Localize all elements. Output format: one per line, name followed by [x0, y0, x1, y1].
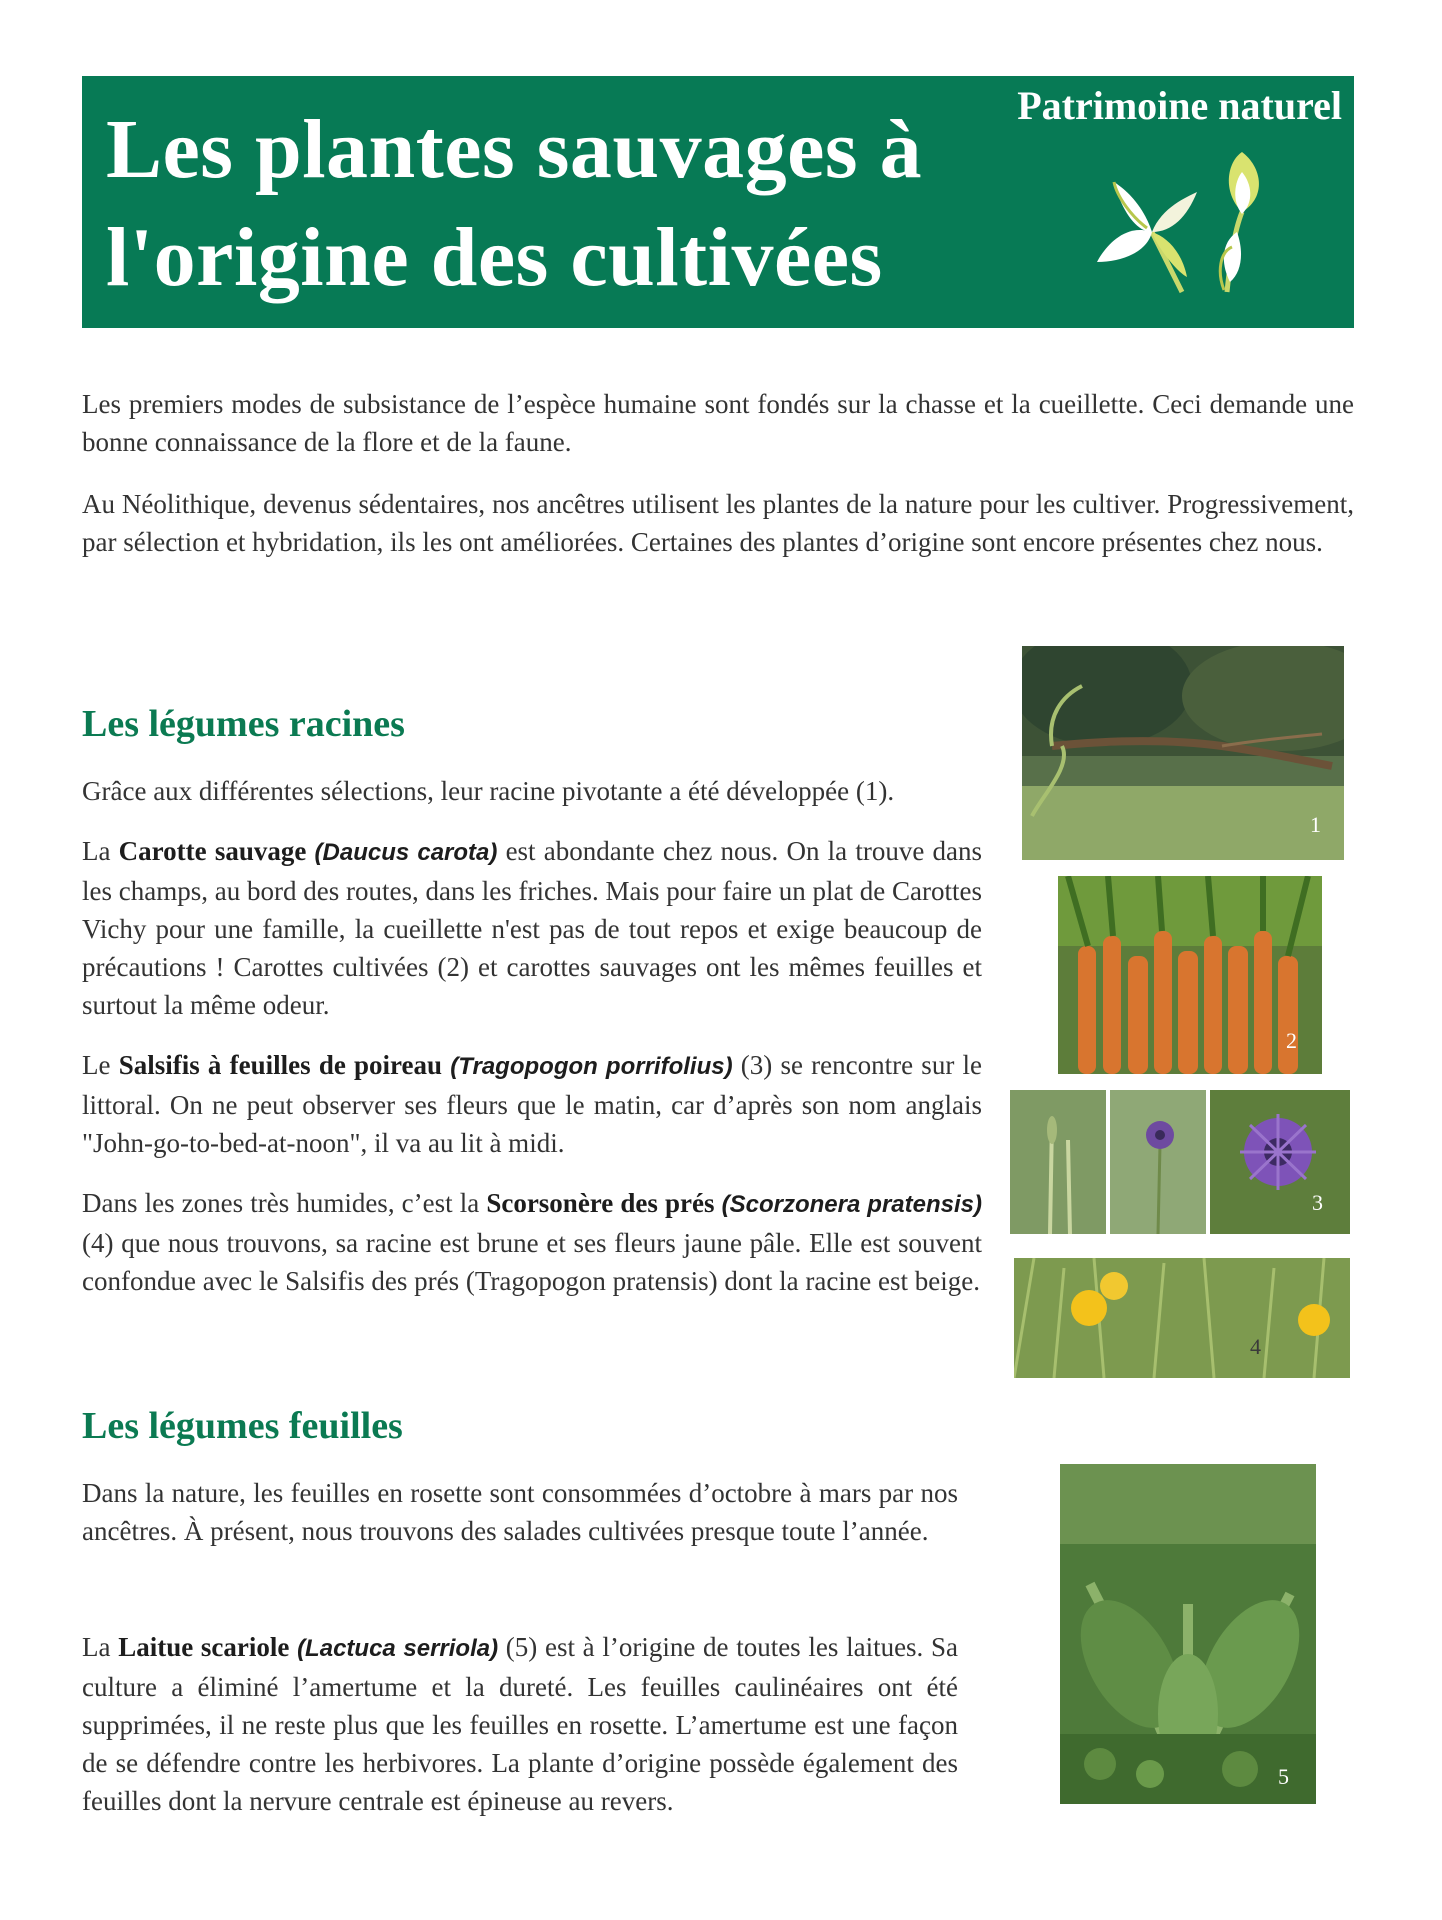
roots-paragraph-carrot — [82, 832, 982, 1024]
text: (3) se rencontre sur le littoral. On ne peut observer ses fleurs que le matin, car d’après son nom anglais "John-go-to-bed-at-noon", il va au lit à midi. — [82, 1050, 982, 1158]
text: (5) est à l’origine de toutes les laitues. Sa culture a éliminé l’amertume et la dureté. Les feuilles caulinéaires ont été supprimées, il ne reste plus que les feuilles en rosette. L’amertume est une façon de se défendre contre les herbivores. La plante d’origine possède également des feuilles dont la nervure centrale est épineuse au revers. — [82, 1632, 959, 1816]
title-line-2: l'origine des cultivées — [106, 211, 883, 304]
leaves-paragraph-lettuce — [82, 1628, 958, 1820]
photo-number-1: 1 — [1310, 812, 1321, 837]
category-tag: Patrimoine naturel — [1017, 83, 1342, 128]
latin-name: (Tragopogon porrifolius) — [450, 1053, 733, 1080]
title-line-1: Les plantes sauvages à — [106, 103, 923, 196]
latin-name: (Daucus carota) — [314, 839, 498, 866]
text: Le — [82, 1050, 119, 1080]
photo-scorzonera-flowers — [1014, 1258, 1350, 1378]
roots-paragraph-scorzonera — [82, 1184, 982, 1300]
photo-number-4: 4 — [1250, 1334, 1261, 1359]
latin-name: (Scorzonera pratensis) — [721, 1191, 983, 1218]
page-title — [106, 96, 922, 312]
text: (4) que nous trouvons, sa racine est brune et ses fleurs jaune pâle. Elle est souvent confondue avec le Salsifis des prés (Tragopogon pratensis) dont la racine est beige. — [82, 1228, 982, 1296]
plant-name: Laitue scariole — [118, 1632, 290, 1662]
text: La — [82, 836, 119, 866]
white-flower-buds-icon — [1092, 152, 1292, 302]
plant-name: Scorsonère des prés — [486, 1188, 715, 1218]
photo-wild-carrot-root — [1022, 646, 1344, 860]
section-heading-roots: Les légumes racines — [82, 703, 405, 745]
photo-wild-lettuce — [1060, 1464, 1316, 1804]
photo-salsify-flowers — [1010, 1090, 1350, 1234]
plant-name: Salsifis à feuilles de poireau — [118, 1050, 443, 1080]
photo-number-5: 5 — [1278, 1764, 1289, 1789]
roots-paragraph-salsify — [82, 1046, 982, 1162]
text: Dans les zones très humides, c’est la — [82, 1188, 487, 1218]
latin-name: (Lactuca serriola) — [297, 1635, 499, 1662]
text: La — [82, 1632, 119, 1662]
leaves-paragraph-1: Dans la nature, les feuilles en rosette sont consommées d’octobre à mars par nos ancêtres. À présent, nous trouvons des salades cultivées presque toute l’année. — [82, 1478, 958, 1546]
section-heading-leaves: Les légumes feuilles — [82, 1405, 403, 1447]
photo-cultivated-carrots — [1058, 876, 1322, 1074]
plant-name: Carotte sauvage — [118, 836, 307, 866]
photo-number-3: 3 — [1312, 1190, 1323, 1215]
roots-paragraph-1: Grâce aux différentes sélections, leur racine pivotante a été développée (1). — [82, 776, 895, 806]
intro-paragraph-2: Au Néolithique, devenus sédentaires, nos ancêtres utilisent les plantes de la nature pour les cultiver. Progressivement, par sélection et hybridation, ils les ont améliorées. Certaines des plantes d’origine sont encore présentes chez nous. — [82, 489, 1354, 557]
header-banner — [82, 76, 1354, 328]
text: est abondante chez nous. On la trouve dans les champs, au bord des routes, dans les friches. Mais pour faire un plat de Carottes Vichy pour une famille, la cueillette n'est pas de tout repos et exige beaucoup de précautions ! Carottes cultivées (2) et carottes sauvages ont les mêmes feuilles et surtout la même odeur. — [82, 836, 983, 1020]
photo-number-2: 2 — [1286, 1028, 1297, 1053]
intro-paragraph-1: Les premiers modes de subsistance de l’espèce humaine sont fondés sur la chasse et la cueillette. Ceci demande une bonne connaissance de la flore et de la faune. — [82, 389, 1354, 457]
